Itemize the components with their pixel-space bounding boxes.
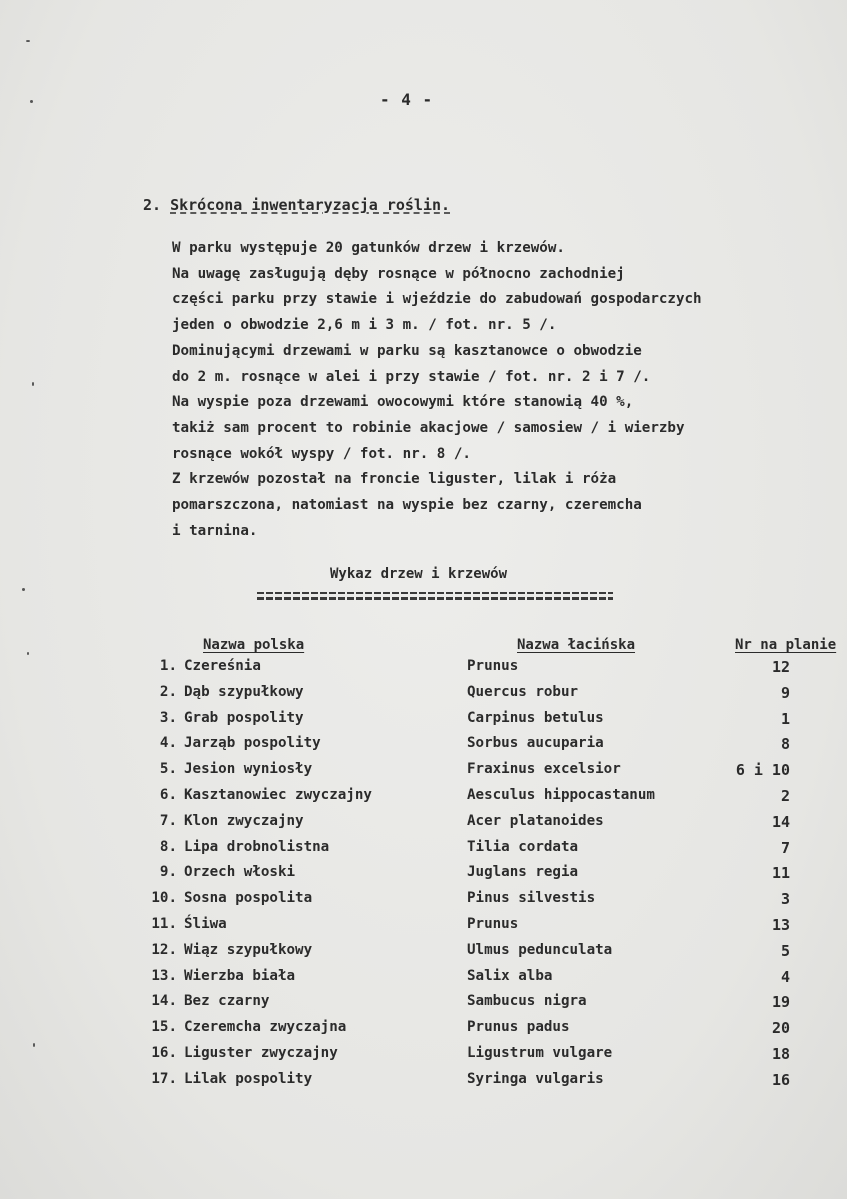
plan-number: 4 (780, 967, 790, 986)
polish-name: Lipa drobnolistna (184, 838, 330, 855)
plan-number: 20 (771, 1019, 790, 1038)
column-header-latin-name: Nazwa łacińska (517, 637, 636, 653)
plan-number: 12 (771, 658, 790, 676)
paragraph-line: takiż sam procent to robinie akacjowe / samosiew / i wierzby (172, 419, 685, 436)
margin-speck (27, 652, 29, 655)
table-row (0, 890, 847, 916)
table-row (0, 864, 847, 890)
latin-name: Prunus (467, 916, 519, 932)
table-row (0, 658, 847, 684)
latin-name: Acer platanoides (467, 812, 604, 829)
plan-number: 2 (780, 787, 790, 805)
table-row (0, 761, 847, 787)
section-heading (143, 196, 450, 214)
plan-number: 6 i 10 (735, 761, 790, 780)
latin-name: Sorbus aucuparia (467, 735, 604, 752)
polish-name: Jesion wyniosły (184, 761, 313, 778)
row-number: 8. (159, 838, 177, 855)
latin-name: Carpinus betulus (467, 709, 604, 726)
row-number: 2. (159, 683, 177, 700)
latin-name: Ligustrum vulgare (467, 1045, 613, 1061)
table-row (0, 993, 847, 1019)
plan-number: 5 (780, 941, 790, 960)
margin-speck (22, 588, 25, 591)
row-number: 17. (151, 1070, 177, 1087)
polish-name: Dąb szypułkowy (184, 683, 304, 700)
table-row (0, 839, 847, 865)
polish-name: Klon zwyczajny (184, 812, 304, 829)
latin-name: Syringa vulgaris (467, 1070, 604, 1087)
table-row (0, 710, 847, 736)
latin-name: Prunus (467, 658, 519, 674)
latin-name: Prunus padus (467, 1019, 570, 1036)
plan-number: 7 (780, 838, 790, 857)
row-number: 16. (151, 1045, 177, 1061)
section-title: Skrócona inwentaryzacja roślin. (170, 196, 451, 214)
row-number: 4. (159, 735, 177, 752)
row-number: 12. (151, 941, 177, 958)
paragraph-line: części parku przy stawie i wjeździe do zabudowań gospodarczych (172, 291, 702, 308)
row-number: 3. (159, 709, 177, 726)
latin-name: Juglans regia (467, 864, 579, 881)
table-row (0, 1045, 847, 1071)
paragraph-line: W parku występuje 20 gatunków drzew i krzewów. (172, 240, 565, 256)
paragraph-line: pomarszczona, natomiast na wyspie bez czarny, czeremcha (172, 497, 642, 514)
plan-number: 14 (771, 812, 790, 831)
paragraph-line: i tarnina. (172, 522, 258, 539)
row-number: 14. (151, 993, 177, 1010)
row-number: 7. (159, 812, 177, 829)
paragraph-line: do 2 m. rosnące w alei i przy stawie / fot. nr. 2 i 7 /. (172, 368, 651, 385)
paragraph-line: Na uwagę zasługują dęby rosnące w północno zachodniej (172, 265, 625, 282)
polish-name: Kasztanowiec zwyczajny (184, 787, 372, 803)
polish-name: Czereśnia (184, 658, 261, 674)
paragraph-line: Dominującymi drzewami w parku są kasztanowce o obwodzie (172, 342, 642, 359)
row-number: 5. (159, 761, 177, 778)
table-row (0, 813, 847, 839)
latin-name: Sambucus nigra (467, 993, 587, 1010)
plan-number: 8 (780, 735, 790, 754)
row-number: 15. (151, 1019, 177, 1036)
table-row (0, 942, 847, 968)
paragraph-line: rosnące wokół wyspy / fot. nr. 8 /. (172, 445, 471, 462)
polish-name: Czeremcha zwyczajna (184, 1019, 347, 1036)
plan-number: 13 (771, 916, 790, 934)
page-number: - 4 - (380, 90, 434, 109)
polish-name: Lilak pospolity (184, 1070, 313, 1087)
table-row (0, 968, 847, 994)
plan-number: 9 (780, 683, 790, 702)
polish-name: Bez czarny (184, 993, 270, 1010)
plan-number: 18 (771, 1045, 790, 1063)
row-number: 6. (159, 787, 177, 803)
latin-name: Aesculus hippocastanum (467, 787, 655, 803)
inventory-paragraph (172, 236, 822, 544)
paragraph-line: jeden o obwodzie 2,6 m i 3 m. / fot. nr. 5 /. (172, 317, 557, 334)
margin-speck (26, 40, 30, 42)
table-row (0, 684, 847, 710)
margin-speck (32, 382, 34, 386)
row-number: 10. (151, 890, 177, 907)
latin-name: Pinus silvestis (467, 890, 596, 907)
column-header-polish-name: Nazwa polska (203, 637, 305, 653)
row-number: 9. (159, 864, 177, 881)
section-number: 2. (143, 196, 162, 214)
polish-name: Sosna pospolita (184, 890, 313, 907)
table-row (0, 1071, 847, 1097)
table-row (0, 787, 847, 813)
plan-number: 16 (771, 1070, 790, 1089)
margin-speck (30, 100, 33, 103)
polish-name: Jarząb pospolity (184, 735, 321, 752)
row-number: 1. (159, 658, 177, 674)
latin-name: Fraxinus excelsior (467, 761, 621, 778)
polish-name: Liguster zwyczajny (184, 1045, 338, 1061)
row-number: 13. (151, 967, 177, 984)
plan-number: 3 (780, 890, 790, 909)
paragraph-line: Z krzewów pozostał na froncie liguster, lilak i róża (172, 471, 617, 488)
polish-name: Orzech włoski (184, 864, 296, 881)
plan-number: 19 (771, 993, 790, 1012)
latin-name: Quercus robur (467, 683, 579, 700)
latin-name: Salix alba (467, 967, 553, 984)
row-number: 11. (151, 916, 177, 932)
table-row (0, 916, 847, 942)
column-header-plan-number: Nr na planie (735, 637, 837, 653)
table-row (0, 735, 847, 761)
double-dashed-rule (257, 592, 613, 600)
polish-name: Śliwa (184, 916, 227, 932)
polish-name: Wiąz szypułkowy (184, 941, 313, 958)
plan-number: 1 (780, 709, 790, 728)
table-row (0, 1019, 847, 1045)
polish-name: Wierzba biała (184, 967, 296, 984)
list-title: Wykaz drzew i krzewów (330, 566, 508, 582)
polish-name: Grab pospolity (184, 709, 304, 726)
latin-name: Tilia cordata (467, 838, 579, 855)
paragraph-line: Na wyspie poza drzewami owocowymi które stanowią 40 %, (172, 394, 634, 411)
plan-number: 11 (771, 864, 790, 883)
latin-name: Ulmus pedunculata (467, 941, 613, 958)
